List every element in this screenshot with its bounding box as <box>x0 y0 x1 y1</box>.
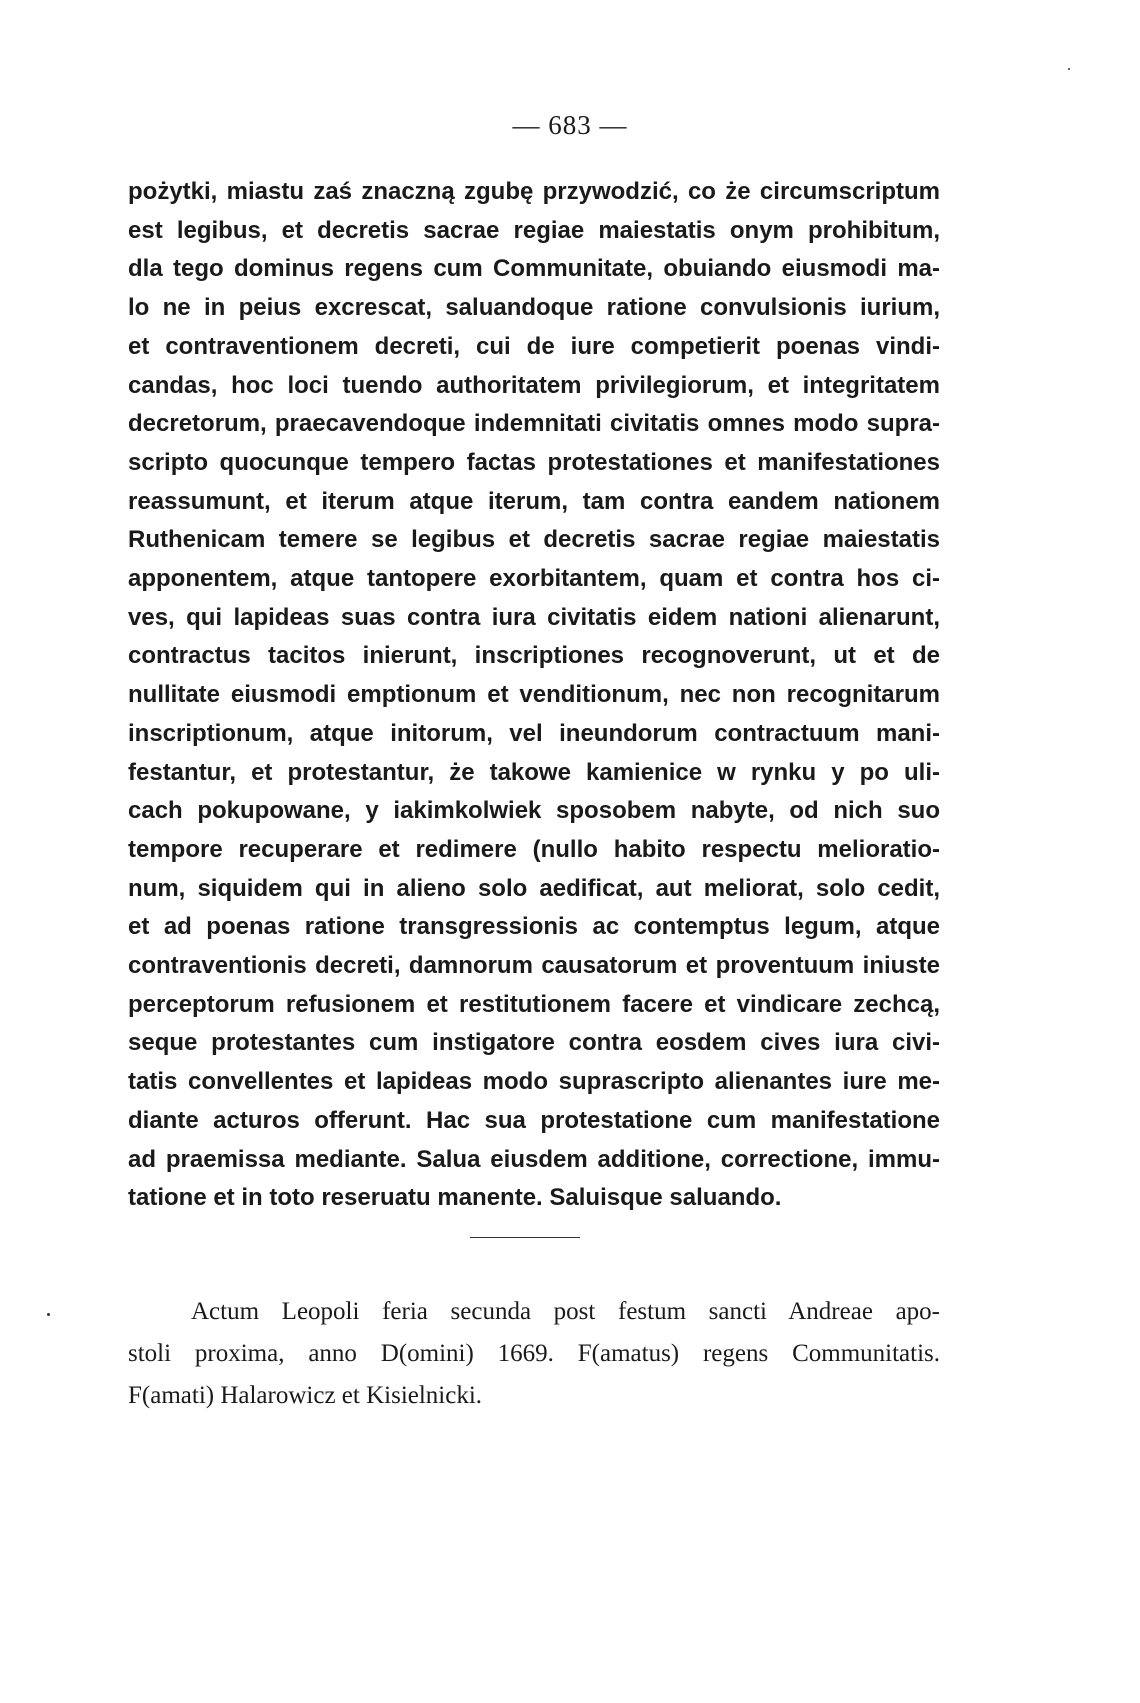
text-line: diante acturos offerunt. Hac sua protestatione cum manifestatione <box>128 1106 940 1134</box>
text-line: cach pokupowane, y iakimkolwiek sposobem nabyte, od nich suo <box>128 797 940 825</box>
text-line: apponentem, atque tantopere exorbitantem, quam et contra hos ci- <box>128 565 940 593</box>
text-line: reassumunt, et iterum atque iterum, tam contra eandem nationem <box>128 487 940 515</box>
text-line: num, siquidem qui in alieno solo aedificat, aut meliorat, solo cedit, <box>128 874 940 902</box>
text-line: tatione et in toto reseruatu manente. Saluisque saluando. <box>128 1184 782 1212</box>
closing-line: F(amati) Halarowicz et Kisielnicki. <box>128 1382 483 1409</box>
margin-speck <box>1068 68 1070 70</box>
text-line: et ad poenas ratione transgressionis ac contemptus legum, atque <box>128 913 940 941</box>
text-line: decretorum, praecavendoque indemnitati civitatis omnes modo supra- <box>128 410 940 438</box>
text-line: inscriptionum, atque initorum, vel ineundorum contractuum mani- <box>128 719 940 747</box>
text-line: perceptorum refusionem et restitutionem facere et vindicare zechcą, <box>128 990 940 1018</box>
text-line: nullitate eiusmodi emptionum et venditionum, nec non recognitarum <box>128 681 940 709</box>
text-line: lo ne in peius excrescat, saluandoque ratione convulsionis iurium, <box>128 294 940 322</box>
closing-line: stoli proxima, anno D(omini) 1669. F(amatus) regens Communitatis. <box>128 1340 940 1367</box>
text-line: candas, hoc loci tuendo authoritatem privilegiorum, et integritatem <box>128 371 940 399</box>
page-number: — 683 — <box>512 110 628 140</box>
text-line: dla tego dominus regens cum Communitate, obuiando eiusmodi ma- <box>128 255 940 283</box>
text-line: seque protestantes cum instigatore contra eosdem cives iura civi- <box>128 1029 940 1057</box>
text-line: contractus tacitos inierunt, inscriptiones recognoverunt, ut et de <box>128 642 940 670</box>
text-line: festantur, et protestantur, że takowe kamienice w rynku y po uli- <box>128 758 940 786</box>
text-line: ves, qui lapideas suas contra iura civitatis eidem nationi alienarunt, <box>128 603 940 631</box>
main-text-block <box>128 173 940 1218</box>
text-line: Ruthenicam temere se legibus et decretis sacrae regiae maiestatis <box>128 526 940 554</box>
closing-line: Actum Leopoli feria secunda post festum sancti Andreae apo- <box>191 1298 940 1325</box>
section-divider <box>470 1237 580 1238</box>
text-line: ad praemissa mediante. Salua eiusdem additione, correctione, immu- <box>128 1145 940 1173</box>
text-line: tempore recuperare et redimere (nullo habito respectu melioratio- <box>128 835 940 863</box>
text-line: et contraventionem decreti, cui de iure competierit poenas vindi- <box>128 332 940 360</box>
text-line: est legibus, et decretis sacrae regiae maiestatis onym prohibitum, <box>128 216 940 244</box>
margin-speck <box>47 1313 50 1316</box>
text-line: tatis convellentes et lapideas modo suprascripto alienantes iure me- <box>128 1068 940 1096</box>
text-line: contraventionis decreti, damnorum causatorum et proventuum iniuste <box>128 952 940 980</box>
closing-text-block <box>128 1291 940 1417</box>
text-line: scripto quocunque tempero factas protestationes et manifestationes <box>128 448 940 476</box>
text-line: pożytki, miastu zaś znaczną zgubę przywodzić, co że circumscriptum <box>128 178 940 205</box>
